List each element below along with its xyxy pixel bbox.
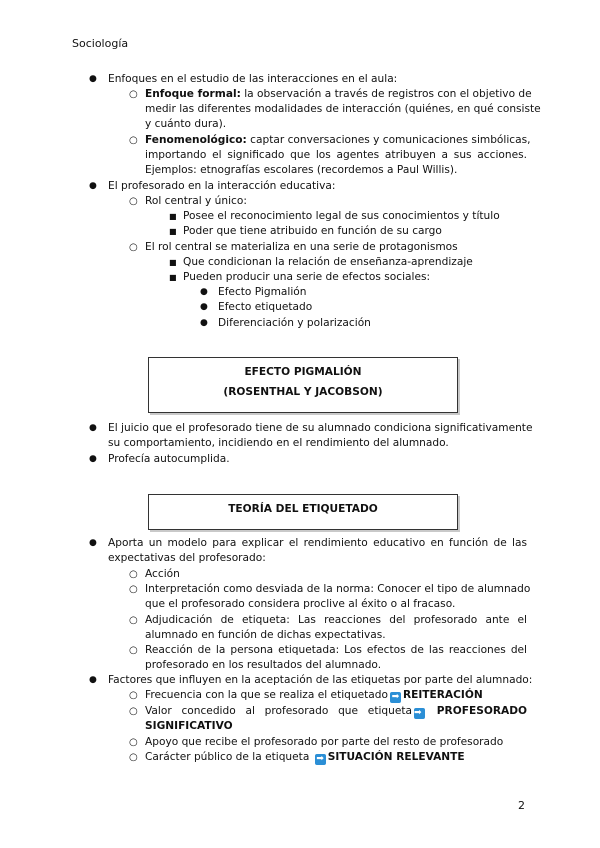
efecto-item-2: Efecto etiquetado	[218, 301, 313, 313]
right-arrow-icon: ➡	[414, 708, 425, 719]
etiquetado-sub4-line2: profesorado en los resultados del alumnado.	[145, 659, 382, 671]
pigmalion-title: EFECTO PIGMALIÓN	[244, 366, 362, 378]
factores-heading: Factores que influyen en la aceptación de las etiquetas por parte del alumnado:	[108, 674, 533, 686]
square-bullet-icon: ■	[169, 258, 177, 267]
square-bullet-icon: ■	[169, 227, 177, 236]
circle-bullet-icon: ○	[129, 690, 138, 701]
square-bullet-icon: ■	[169, 273, 177, 282]
right-arrow-icon: ➡	[391, 692, 400, 702]
etiquetado-item1-line2: expectativas del profesorado:	[108, 552, 266, 564]
etiquetado-sub3-line1: Adjudicación de etiqueta: Las reacciones del profesorado ante el	[145, 614, 527, 626]
pigmalion-title-box	[148, 357, 458, 413]
etiquetado-item1-line1: Aporta un modelo para explicar el rendimiento educativo en función de las	[108, 537, 527, 549]
factor-1: Frecuencia con la que se realiza el etiquetado ➡ REITERACIÓN	[145, 689, 483, 702]
circle-bullet-icon: ○	[129, 89, 138, 100]
circle-bullet-icon: ○	[129, 706, 138, 717]
etiquetado-sub4-line1: Reacción de la persona etiquetada: Los efectos de las reacciones del	[145, 644, 527, 656]
enfoque-formal-line3: y cuánto dura).	[145, 118, 227, 130]
enfoques-heading: Enfoques en el estudio de las interacciones en el aula:	[108, 73, 398, 85]
right-arrow-icon: ➡	[316, 754, 324, 764]
etiquetado-sub3-line2: alumnado en función de dichas expectativas.	[145, 629, 386, 641]
bullet-icon: ●	[89, 74, 97, 84]
efecto-item-3: Diferenciación y polarización	[218, 317, 371, 329]
fenomenologico-line3: Ejemplos: etnografías escolares (recordemos a Paul Willis).	[145, 164, 458, 176]
etiquetado-sub1: Acción	[145, 568, 180, 580]
factor-4: Carácter público de la etiqueta ➡ SITUACIÓN RELEVANTE	[145, 751, 465, 764]
fenomenologico-line1: Fenomenológico: captar conversaciones y comunicaciones simbólicas,	[145, 134, 531, 146]
etiquetado-sub2-line2: que el profesorado considera proclive al éxito o al fracaso.	[145, 598, 456, 610]
bullet-icon: ●	[89, 423, 97, 433]
page-header-title: Sociología	[72, 37, 129, 50]
bullet-icon: ●	[89, 538, 97, 548]
pigmalion-item1-line2: su comportamiento, incidiendo en el rendimiento del alumnado.	[108, 437, 449, 449]
page-number: 2	[518, 799, 525, 812]
circle-bullet-icon: ○	[129, 569, 138, 580]
bullet-icon: ●	[200, 302, 208, 312]
circle-bullet-icon: ○	[129, 645, 138, 656]
enfoque-formal-line1: Enfoque formal: la observación a través de registros con el objetivo de	[145, 88, 532, 100]
bullet-icon: ●	[200, 287, 208, 297]
prot-item-1: Que condicionan la relación de enseñanza-aprendizaje	[183, 256, 473, 268]
square-bullet-icon: ■	[169, 212, 177, 221]
circle-bullet-icon: ○	[129, 584, 138, 595]
pigmalion-item1-line1: El juicio que el profesorado tiene de su alumnado condiciona significativamente	[108, 422, 533, 434]
enfoque-formal-line2: medir las diferentes modalidades de interacción (quiénes, en qué consiste	[145, 103, 541, 115]
circle-bullet-icon: ○	[129, 196, 138, 207]
profesorado-heading: El profesorado en la interacción educativa:	[108, 180, 336, 192]
protagonismos: El rol central se materializa en una serie de protagonismos	[145, 241, 458, 253]
bullet-icon: ●	[200, 318, 208, 328]
circle-bullet-icon: ○	[129, 615, 138, 626]
circle-bullet-icon: ○	[129, 242, 138, 253]
factor-2-line2: SIGNIFICATIVO	[145, 720, 233, 732]
rol-central: Rol central y único:	[145, 195, 247, 207]
rol-item-1: Posee el reconocimiento legal de sus conocimientos y título	[183, 210, 500, 222]
factor-2-line1: Valor concedido al profesorado que etiqueta ➡ PROFESORADO	[145, 705, 527, 718]
circle-bullet-icon: ○	[129, 752, 138, 763]
etiquetado-sub2-line1: Interpretación como desviada de la norma: Conocer el tipo de alumnado	[145, 583, 531, 595]
prot-item-2: Pueden producir una serie de efectos sociales:	[183, 271, 431, 283]
etiquetado-title-box	[148, 494, 458, 530]
fenomenologico-line2: importando el significado que los agentes atribuyen a sus acciones.	[145, 149, 527, 161]
efecto-item-1: Efecto Pigmalión	[218, 286, 307, 298]
bullet-icon: ●	[89, 675, 97, 685]
pigmalion-item2: Profecía autocumplida.	[108, 453, 230, 465]
rol-item-2: Poder que tiene atribuido en función de su cargo	[183, 225, 442, 237]
bullet-icon: ●	[89, 181, 97, 191]
factor-3: Apoyo que recibe el profesorado por parte del resto de profesorado	[145, 736, 504, 748]
circle-bullet-icon: ○	[129, 135, 138, 146]
circle-bullet-icon: ○	[129, 737, 138, 748]
bullet-icon: ●	[89, 454, 97, 464]
etiquetado-title: TEORÍA DEL ETIQUETADO	[228, 503, 378, 515]
pigmalion-subtitle: (ROSENTHAL Y JACOBSON)	[223, 386, 383, 398]
